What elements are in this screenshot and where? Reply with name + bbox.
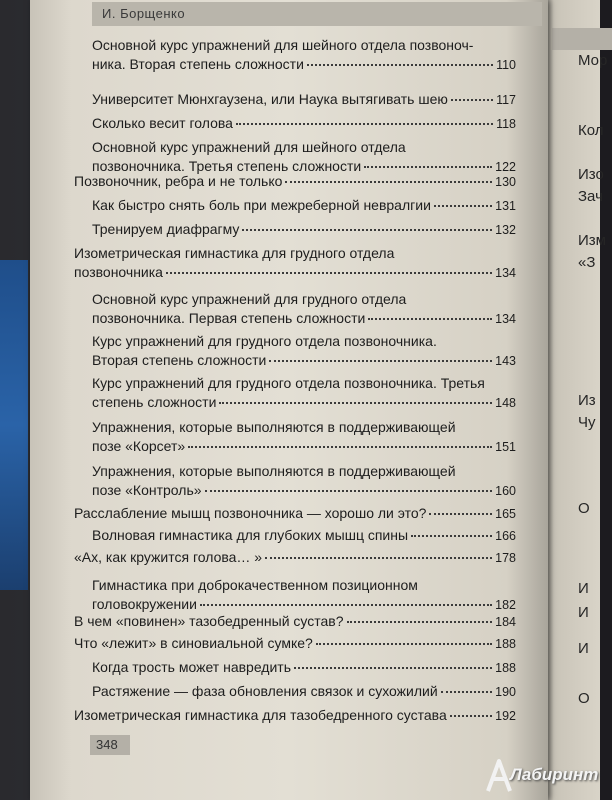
right-page-fragment: Мор — [578, 52, 608, 69]
toc-entry — [74, 634, 516, 654]
toc-entry — [74, 244, 516, 282]
dot-leader — [166, 272, 492, 274]
toc-page-number: 188 — [495, 661, 516, 675]
dot-leader — [294, 667, 492, 669]
toc-page-number: 166 — [495, 529, 516, 543]
toc-entry — [74, 612, 516, 632]
toc-page-number: 118 — [496, 117, 516, 131]
toc-entry — [74, 548, 516, 568]
toc-entry — [74, 504, 516, 524]
right-page — [542, 0, 608, 800]
toc-page-number: 134 — [495, 265, 516, 280]
dot-leader — [441, 691, 492, 693]
dot-leader — [364, 166, 492, 168]
right-page-fragment: Зач — [578, 188, 603, 205]
toc-page-number: 122 — [495, 159, 516, 174]
toc-entry — [92, 526, 516, 546]
toc-entry — [92, 658, 516, 678]
toc-entry — [92, 196, 516, 216]
toc-entry-line: Изометрическая гимнастика для грудного отдела — [74, 245, 395, 261]
toc-page-number: 165 — [495, 507, 516, 521]
watermark-logo — [480, 755, 600, 795]
toc-page-number: 160 — [495, 483, 516, 498]
dot-leader — [219, 402, 492, 404]
toc-entry-line: Основной курс упражнений для грудного отдела — [92, 291, 407, 307]
right-page-fragment: Кол — [578, 122, 604, 139]
toc-page-number: 182 — [495, 597, 516, 612]
right-page-fragment: И — [578, 640, 589, 657]
right-page-fragment: О — [578, 500, 590, 517]
toc-entry — [92, 90, 516, 110]
toc-entry — [92, 220, 516, 240]
table-of-contents — [30, 0, 548, 800]
page-number-box — [90, 735, 130, 755]
toc-page-number: 192 — [495, 709, 516, 723]
toc-entry-line: Когда трость может навредить — [92, 659, 292, 675]
dot-leader — [316, 643, 492, 645]
toc-entry-line: Сколько весит голова — [92, 115, 233, 131]
right-page-fragment: Из — [578, 392, 596, 409]
toc-entry-line: Упражнения, которые выполняются в поддерживающей — [92, 463, 456, 479]
toc-entry-line: позвоночника — [74, 263, 163, 280]
toc-entry — [92, 374, 516, 412]
toc-entry — [92, 332, 516, 370]
toc-entry-line: ника. Вторая степень сложности — [92, 55, 304, 72]
dot-leader — [236, 123, 493, 125]
right-page-header-band — [552, 28, 612, 50]
toc-page-number: 131 — [495, 199, 516, 213]
toc-entry-line: Вторая степень сложности — [92, 351, 267, 368]
toc-entry-line: Изометрическая гимнастика для тазобедренного сустава — [74, 707, 447, 723]
dot-leader — [368, 318, 492, 320]
toc-page-number: 188 — [495, 637, 516, 651]
dot-leader — [411, 535, 492, 537]
toc-entry-line: Позвоночник, ребра и не только — [74, 173, 283, 189]
dot-leader — [200, 604, 492, 606]
toc-entry — [92, 114, 516, 134]
right-page-fragment: «З — [578, 254, 596, 271]
dot-leader — [450, 715, 492, 717]
dot-leader — [269, 360, 492, 362]
book-cover-edge — [0, 260, 28, 590]
toc-entry — [92, 36, 516, 74]
dot-leader — [434, 205, 492, 207]
toc-entry — [74, 706, 516, 726]
toc-entry — [92, 682, 516, 702]
book-page — [30, 0, 548, 800]
toc-page-number: 151 — [495, 439, 516, 454]
dot-leader — [265, 557, 492, 559]
toc-entry-line: Тренируем диафрагму — [92, 221, 240, 237]
toc-entry-line: позе «Корсет» — [92, 437, 186, 454]
toc-entry — [92, 576, 516, 614]
right-page-fragment: Изо — [578, 166, 604, 183]
toc-entry-line: Основной курс упражнений для шейного отдела — [92, 139, 406, 155]
right-page-fragment: И — [578, 604, 589, 621]
toc-entry-line: Курс упражнений для грудного отдела позвоночника. Третья — [92, 375, 485, 391]
toc-entry-line: степень сложности — [92, 393, 217, 410]
dot-leader — [307, 64, 493, 66]
watermark-text: Лабиринт — [510, 765, 599, 784]
toc-entry-line: позе «Контроль» — [92, 481, 202, 498]
toc-entry-line: Университет Мюнхгаузена, или Наука вытягивать шею — [92, 91, 448, 107]
toc-entry — [92, 138, 516, 176]
toc-entry-line: Растяжение — фаза обновления связок и сухожилий — [92, 683, 438, 699]
toc-page-number: 132 — [495, 223, 516, 237]
toc-page-number: 110 — [496, 57, 516, 72]
toc-entry-line: позвоночника. Третья степень сложности — [92, 157, 362, 174]
right-page-fragment: О — [578, 690, 590, 707]
toc-entry-line: Как быстро снять боль при межреберной невралгии — [92, 197, 431, 213]
dot-leader — [188, 446, 492, 448]
toc-page-number: 134 — [495, 311, 516, 326]
toc-entry — [92, 418, 516, 456]
right-page-fragment: Изм — [578, 232, 606, 249]
dot-leader — [242, 229, 492, 231]
right-page-fragment: Чу — [578, 414, 596, 431]
toc-page-number: 178 — [495, 551, 516, 565]
toc-entry-line: Гимнастика при доброкачественном позиционном — [92, 577, 418, 593]
author-name: И. Борщенко — [102, 6, 186, 21]
toc-entry-line: Волновая гимнастика для глубоких мышц спины — [92, 527, 409, 543]
toc-entry-line: «Ах, как кружится голова… » — [74, 549, 263, 565]
dot-leader — [205, 490, 493, 492]
toc-entry-line: Основной курс упражнений для шейного отдела позвоноч- — [92, 37, 474, 53]
toc-page-number: 184 — [495, 615, 516, 629]
dot-leader — [429, 513, 492, 515]
toc-page-number: 148 — [495, 395, 516, 410]
dot-leader — [347, 621, 493, 623]
toc-entry — [92, 462, 516, 500]
dot-leader — [451, 99, 493, 101]
toc-entry-line: головокружении — [92, 595, 197, 612]
dot-leader — [285, 181, 492, 183]
toc-entry-line: В чем «повинен» тазобедренный сустав? — [74, 613, 344, 629]
toc-page-number: 143 — [495, 353, 516, 368]
toc-page-number: 130 — [495, 175, 516, 189]
toc-entry-line: Расслабление мышц позвоночника — хорошо ли это? — [74, 505, 427, 521]
toc-page-number: 190 — [495, 685, 516, 699]
toc-entry — [92, 290, 516, 328]
toc-entry-line: Курс упражнений для грудного отдела позвоночника. — [92, 333, 437, 349]
toc-entry — [74, 172, 516, 192]
page-number: 348 — [96, 737, 118, 752]
toc-entry-line: позвоночника. Первая степень сложности — [92, 309, 366, 326]
toc-entry-line: Что «лежит» в синовиальной сумке? — [74, 635, 313, 651]
right-page-fragment: И — [578, 580, 589, 597]
toc-entry-line: Упражнения, которые выполняются в поддерживающей — [92, 419, 456, 435]
toc-page-number: 117 — [496, 93, 516, 107]
